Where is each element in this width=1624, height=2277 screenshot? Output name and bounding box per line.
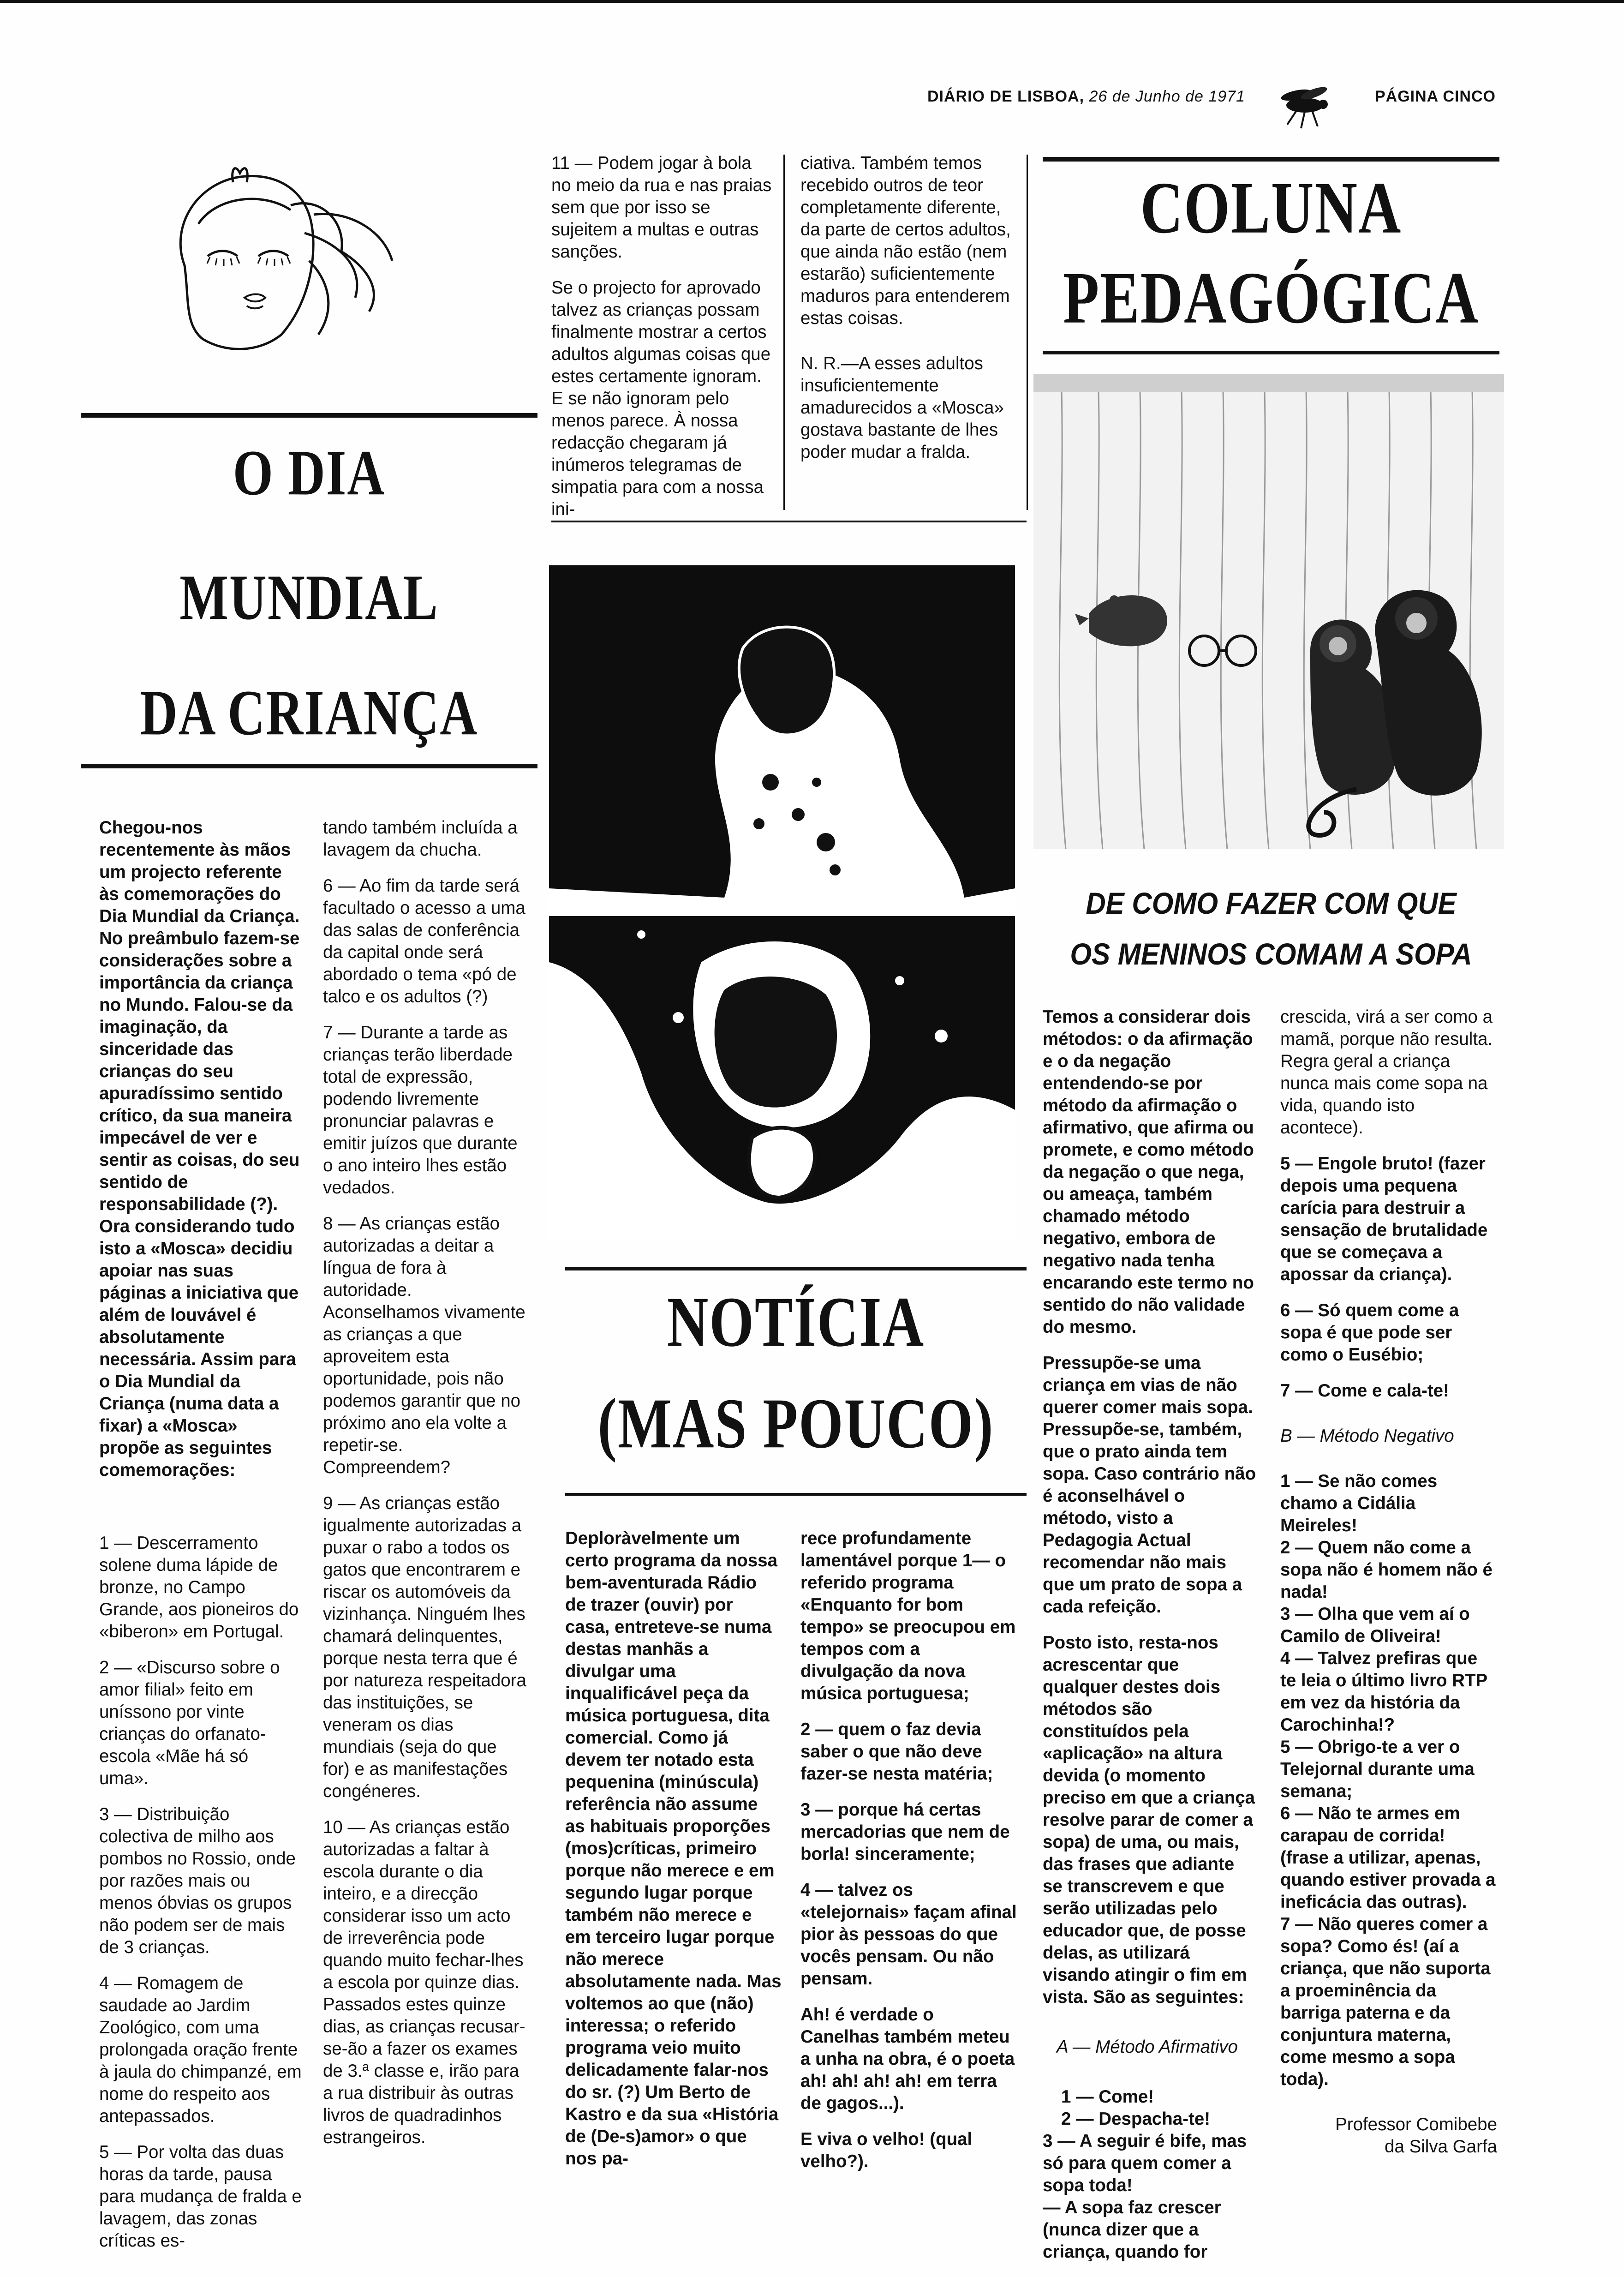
list-item: 4 — Romagem de saudade ao Jardim Zoológico, com uma prolongada oração frente à jaula do chimpanzé, em nome do respeito aos antepassados. <box>99 1973 302 2126</box>
coluna-column-2 <box>1280 1006 1497 2158</box>
list-item: 5 — Por volta das duas horas da tarde, pausa para mudança de fralda e lavagem, das zonas críticas es- <box>99 2142 302 2251</box>
list-item: 1 — Se não comes chamo a Cidália Meireles! <box>1280 1471 1438 1535</box>
headline-coluna-1: COLUNA <box>1140 167 1402 249</box>
list-item: E viva o velho! (qual velho?). <box>800 2129 973 2171</box>
monkeys-and-mouse-photo <box>1033 374 1504 849</box>
list-item: rece profundamente lamentável porque 1— o referido programa «Enquanto for bom tempo» se preocupou em tempos com a divulgação da nova música portuguesa; <box>800 1528 1016 1703</box>
list-item: 6 — Não te armes em carapau de corrida! (frase a utilizar, apenas, quando estiver provada a ineficácia das outras). <box>1280 1804 1496 1912</box>
coluna-subheadline-1: DE COMO FAZER COM QUE <box>1086 886 1457 921</box>
noticia-body-1: Deploràvelmente um certo programa da nossa bem-aventurada Rádio de trazer (ouvir) por casa, entreteve-se numa destas manhãs a divulgar uma inqualificável peça da música portuguesa, dita comercial. Como já devem ter notado esta pequenina (minúscula) referência não assume as habituais proporções (mos)críticas, primeiro porque não merece e em segundo lugar porque também não merece e em terceiro lugar porque não merece absolutamente nada. Mas voltemos ao que (não) interessa; o referido programa veio muito delicadamente falar-nos do sr. (?) Um Berto de Kastro e da sua «História de (De-s)amor» o que nos pa- <box>565 1528 782 2169</box>
coluna-column-1 <box>1043 1006 1257 2277</box>
list-item: 2 — quem o faz devia saber o que não deve fazer-se nesta matéria; <box>800 1720 993 1784</box>
method-a-title: A — Método Afirmativo <box>1057 2037 1238 2057</box>
list-item: 2 — Despacha-te! <box>1061 2109 1211 2129</box>
coluna-body-3: Posto isto, resta-nos acrescentar que qualquer destes dois métodos são constituídos pela «aplicação» na altura devida (o momento preciso em que a criança resolve parar de comer a sopa) de uma, ou mais, das frases que adiante se transcrevem e que serão utilizadas pelo educador que, de posse delas, as utilizará visando atingir o fim em vista. São as seguintes: <box>1043 1633 1255 2007</box>
list-item: 8 — As crianças estão autorizadas a deitar a língua de fora à autoridade. Aconselhamos vivamente as crianças a que aproveitem esta oportunidade, pois não podemos garantir que no próximo ano ela volte a repetir-se. Compreendem? <box>323 1214 525 1477</box>
masthead-paper: DIÁRIO DE LISBOA, <box>927 88 1085 105</box>
list-item: Ah! é verdade o Canelhas também meteu a unha na obra, é o poeta ah! ah! ah! ah! em terra de gagos...). <box>800 2005 1015 2113</box>
dia-mundial-column-4 <box>800 152 1022 477</box>
list-item: 7 — Come e cala-te! <box>1280 1381 1449 1401</box>
list-item: 6 — Ao fim da tarde será facultado o acesso a uma das salas de conferência da capital onde será abordado o tema «pó de talco e os adultos (?) <box>323 876 525 1007</box>
list-item: 7 — Não queres comer a sopa? Como és! (aí a criança, que não suporta a proeminência da barriga paterna e da conjuntura materna, come mesmo a sopa toda). <box>1280 1914 1491 2089</box>
mother-and-child-photo <box>549 565 1015 1241</box>
coluna-body-1: Temos a considerar dois métodos: o da afirmação e o da negação entendendo-se por método da afirmação o afirmativo, que afirma ou promete, e como método da negação o que nega, ou ameaça, também chamado método negativo, embora de negativo nada tenha encarando este termo no sentido do não validade do mesmo. <box>1043 1007 1254 1337</box>
headline-coluna-2: PEDAGÓGICA <box>1063 257 1479 339</box>
list-item: 2 — «Discurso sobre o amor filial» feito em uníssono por vinte crianças do orfanato-escola «Mãe há só uma». <box>99 1658 280 1788</box>
headline-noticia-1: NOTÍCIA <box>667 1282 925 1361</box>
list-item: 3 — A seguir é bife, mas só para quem comer a sopa toda! <box>1043 2131 1247 2195</box>
signature-line-1: Professor Comibebe <box>1335 2115 1497 2134</box>
list-item: 7 — Durante a tarde as crianças terão liberdade total de expressão, podendo livremente pronunciar palavras e emitir juízos que durante o ano inteiro lhes estão vedados. <box>323 1023 518 1198</box>
masthead-page: PÁGINA CINCO <box>1375 88 1496 105</box>
list-item: ciativa. Também temos recebido outros de teor completamente diferente, da parte de certos adultos, que ainda não estão (nem estarão) suficientemente maduros para entenderem estas coisas. <box>800 153 1011 328</box>
list-item: 1 — Come! <box>1061 2087 1154 2107</box>
list-item: 5 — Obrigo-te a ver o Telejornal durante uma semana; <box>1280 1737 1475 1801</box>
coluna-body-2: Pressupõe-se uma criança em vias de não querer comer mais sopa. Pressupõe-se, também, que o prato ainda tem sopa. Caso contrário não é aconselhável o método, visto a Pedagogia Actual recomendar não mais que um prato de sopa a cada refeição. <box>1043 1353 1256 1617</box>
method-b-title: B — Método Negativo <box>1280 1426 1454 1446</box>
dia-mundial-column-3 <box>551 152 773 534</box>
child-face-drawing <box>152 159 401 358</box>
list-item: N. R.—A esses adultos insuficientemente amadurecidos a «Mosca» gostava bastante de lhes poder mudar a fralda. <box>800 354 1004 462</box>
list-item: tando também incluída a lavagem da chucha. <box>323 818 518 860</box>
dia-mundial-column-1 <box>99 817 302 2266</box>
masthead-date: 26 de Junho de 1971 <box>1089 88 1245 105</box>
list-item: 4 — talvez os «telejornais» façam afinal pior às pessoas do que vocês pensam. Ou não pensam. <box>800 1880 1017 1989</box>
headline-dia-mundial-2: MUNDIAL <box>179 562 439 634</box>
list-item: 3 — porque há certas mercadorias que nem de borla! sinceramente; <box>800 1800 1010 1864</box>
headline-dia-mundial-3: DA CRIANÇA <box>140 677 478 749</box>
list-item: 1 — Descerramento solene duma lápide de bronze, no Campo Grande, aos pioneiros do «biberon» em Portugal. <box>99 1533 299 1642</box>
headline-noticia-2: (MAS POUCO) <box>597 1384 994 1463</box>
list-item: 2 — Quem não come a sopa não é homem não é nada! <box>1280 1538 1493 1602</box>
list-item: 3 — Olha que vem aí o Camilo de Oliveira! <box>1280 1604 1470 1646</box>
noticia-column-1 <box>565 1528 782 2184</box>
list-item: 3 — Distribuição colectiva de milho aos pombos no Rossio, onde por razões mais ou menos óbvias os grupos não podem ser de mais de 3 crianças. <box>99 1804 296 1957</box>
noticia-column-2 <box>800 1528 1017 2187</box>
fly-icon <box>1278 83 1333 134</box>
signature-line-2: da Silva Garfa <box>1385 2137 1497 2157</box>
dia-mundial-column-2 <box>323 817 528 2163</box>
dia-mundial-intro: Chegou-nos recentemente às mãos um projecto referente às comemorações do Dia Mundial da Criança. No preâmbulo fazem-se considerações sobre a importância da criança no Mundo. Falou-se da imaginação, da sinceridade das crianças do seu apuradíssimo sentido crítico, da sua maneira impecável de ver e sentir as coisas, do seu sentido de responsabilidade (?). Ora considerando tudo isto a «Mosca» decidiu apoiar nas suas páginas a iniciativa que além de louvável é absolutamente necessária. Assim para o Dia Mundial da Criança (numa data a fixar) a «Mosca» propõe as seguintes comemorações: <box>99 818 300 1480</box>
list-item: 4 — Talvez prefiras que te leia o último livro RTP em vez da história da Carochinha!? <box>1280 1648 1487 1735</box>
list-item: 9 — As crianças estão igualmente autorizadas a puxar o rabo a todos os gatos que encontrarem e riscar os automóveis da vizinhança. Ninguém lhes chamará delinquentes, porque nesta terra que é por natureza respeitadora das instituições, se veneram os dias mundiais (seja do que for) e as manifestações congéneres. <box>323 1493 526 1801</box>
list-item: — A sopa faz crescer (nunca dizer que a criança, quando for <box>1043 2198 1221 2262</box>
list-item: 10 — As crianças estão autorizadas a faltar à escola durante o dia inteiro, e a direcção considerar isso um acto de irreverência pode quando muito fechar-lhes a escola por quinze dias. Passados estes quinze dias, as crianças recusar-se-ão a fazer os exames de 3.ª classe e, irão para a rua distribuir às outras livros de quadradinhos estrangeiros. <box>323 1817 525 2147</box>
headline-dia-mundial-1: O DIA <box>233 437 386 509</box>
list-item: 5 — Engole bruto! (fazer depois uma pequena carícia para destruir a sensação de brutalidade que se começava a apossar da criança). <box>1280 1154 1488 1284</box>
list-item: 6 — Só quem come a sopa é que pode ser como o Eusébio; <box>1280 1300 1459 1365</box>
list-item: 11 — Podem jogar à bola no meio da rua e nas praias sem que por isso se sujeitem a multas e outras sanções. <box>551 153 772 262</box>
coluna-subheadline-2: OS MENINOS COMAM A SOPA <box>1070 937 1472 971</box>
list-item: Se o projecto for aprovado talvez as crianças possam finalmente mostrar a certos adultos algumas coisas que estes certamente ignoram. E se não ignoram pelo menos parece. À nossa redacção chegaram já inúmeros telegramas de simpatia para com a nossa ini- <box>551 278 771 519</box>
list-item: crescida, virá a ser como a mamã, porque não resulta. Regra geral a criança nunca mais come sopa na vida, quando isto acontece). <box>1280 1007 1493 1138</box>
